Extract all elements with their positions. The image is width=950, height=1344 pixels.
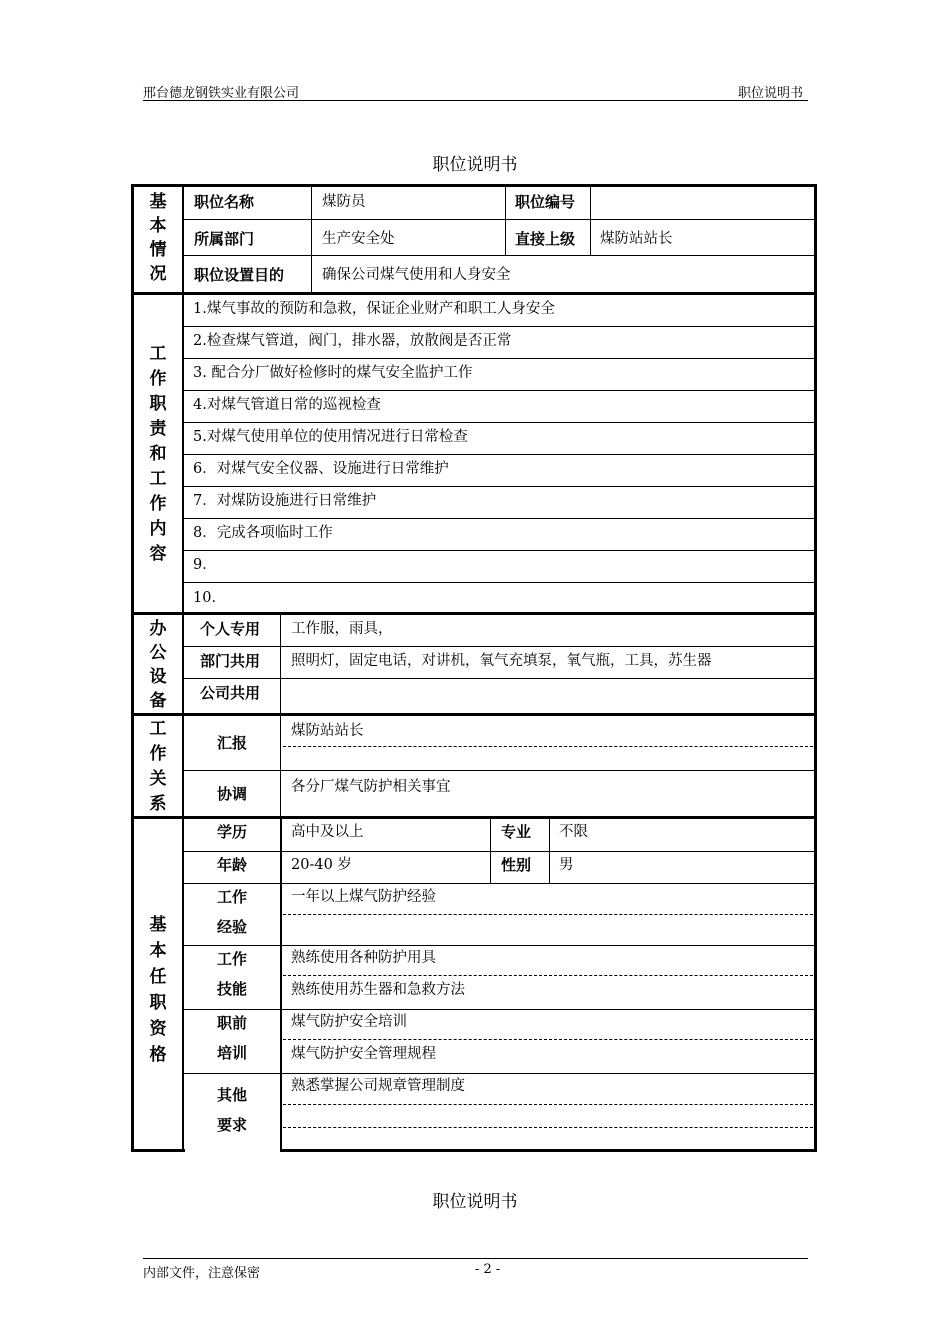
- footer-rule: [143, 1258, 808, 1259]
- report-label: 汇报: [217, 734, 248, 752]
- skill-line: 熟练使用苏生器和急救方法: [291, 982, 465, 998]
- personal-equipment-label: 个人专用: [200, 620, 261, 638]
- job-description-form: [131, 184, 817, 1152]
- coordinate-label: 协调: [217, 785, 248, 803]
- major-value: 不限: [559, 824, 588, 840]
- job-code-label: 职位编号: [515, 193, 576, 211]
- skill-line: 熟练使用各种防护用具: [291, 950, 436, 966]
- purpose-label: 职位设置目的: [194, 266, 285, 284]
- duty-item: 5.对煤气使用单位的使用情况进行日常检查: [193, 429, 468, 445]
- section-relations: 工 作 关 系: [149, 719, 167, 814]
- duty-item: 7．对煤防设施进行日常维护: [193, 493, 377, 509]
- duty-item: 2.检查煤气管道，阀门，排水器，放散阀是否正常: [193, 333, 512, 349]
- experience-label-line1: 工作: [217, 888, 248, 906]
- major-label: 专业: [501, 823, 532, 841]
- page-title: 职位说明书: [432, 155, 518, 175]
- duty-item: 4.对煤气管道日常的巡视检查: [193, 397, 381, 413]
- other-label-line2: 要求: [217, 1116, 248, 1134]
- personal-equipment-value: 工作服，雨具，: [291, 621, 393, 637]
- header-doc-type: 职位说明书: [738, 86, 804, 101]
- duty-item: 3. 配合分厂做好检修时的煤气安全监护工作: [193, 365, 473, 381]
- training-label-line1: 职前: [217, 1014, 248, 1032]
- experience-label-line2: 经验: [217, 918, 248, 936]
- other-label-line1: 其他: [217, 1086, 248, 1104]
- skill-label-line1: 工作: [217, 950, 248, 968]
- age-label: 年龄: [217, 856, 248, 874]
- training-label-line2: 培训: [217, 1044, 248, 1062]
- duty-item: 10．: [193, 590, 226, 606]
- superior-label: 直接上级: [515, 230, 576, 248]
- footer-page-number: - 2 -: [475, 1262, 501, 1277]
- department-equipment-label: 部门共用: [200, 652, 261, 670]
- department-value: 生产安全处: [322, 231, 395, 247]
- duty-item: 9．: [193, 557, 217, 573]
- superior-value: 煤防站站长: [600, 231, 673, 247]
- header-rule: [143, 100, 808, 101]
- purpose-value: 确保公司煤气使用和人身安全: [322, 267, 511, 283]
- department-label: 所属部门: [194, 230, 255, 248]
- department-equipment-value: 照明灯，固定电话，对讲机，氧气充填泵，氧气瓶，工具，苏生器: [291, 653, 712, 669]
- section-duties: 工 作 职 责 和 工 作 内 容: [149, 344, 167, 564]
- section-equipment: 办 公 设 备: [149, 619, 167, 711]
- coordinate-value: 各分厂煤气防护相关事宜: [291, 779, 451, 795]
- footer-confidential: 内部文件，注意保密: [143, 1266, 261, 1281]
- job-title-value: 煤防员: [322, 194, 366, 210]
- page-title-bottom: 职位说明书: [432, 1192, 518, 1212]
- duty-item: 1.煤气事故的预防和急救，保证企业财产和职工人身安全: [193, 301, 555, 317]
- gender-value: 男: [559, 857, 574, 873]
- education-label: 学历: [217, 823, 248, 841]
- header-company: 邢台德龙钢铁实业有限公司: [143, 86, 300, 101]
- report-value: 煤防站站长: [291, 723, 364, 739]
- duty-item: 6．对煤气安全仪器、设施进行日常维护: [193, 461, 449, 477]
- other-line: 熟悉掌握公司规章管理制度: [291, 1078, 465, 1094]
- job-title-label: 职位名称: [194, 193, 255, 211]
- experience-line: 一年以上煤气防护经验: [291, 889, 436, 905]
- training-line: 煤气防护安全培训: [291, 1014, 407, 1030]
- age-value: 20-40 岁: [291, 857, 352, 873]
- section-qualifications: 基 本 任 职 资 格: [149, 915, 167, 1065]
- education-value: 高中及以上: [291, 824, 364, 840]
- training-line: 煤气防护安全管理规程: [291, 1046, 436, 1062]
- company-equipment-label: 公司共用: [200, 684, 261, 702]
- duty-item: 8．完成各项临时工作: [193, 525, 333, 541]
- gender-label: 性别: [501, 856, 532, 874]
- skill-label-line2: 技能: [217, 980, 248, 998]
- section-basic-info: 基 本 情 况: [149, 192, 167, 284]
